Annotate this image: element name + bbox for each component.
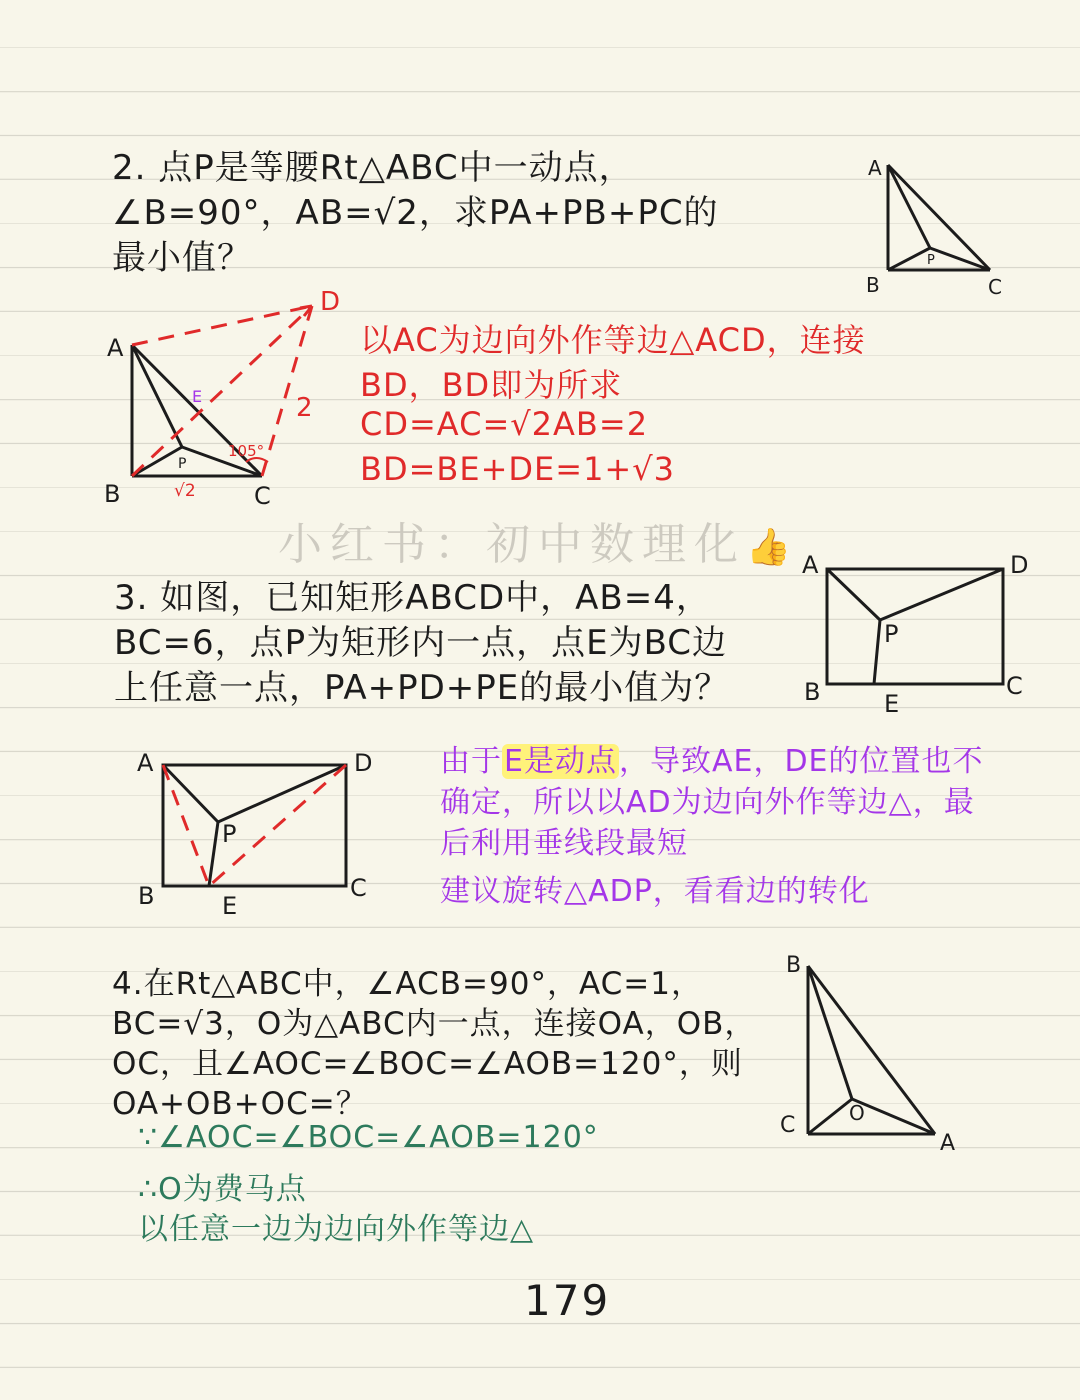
- problem3-note-line2: 确定，所以以AD为边向外作等边△，最: [440, 785, 975, 820]
- p3b-label-a: A: [137, 749, 154, 777]
- p3t-label-p: P: [884, 620, 899, 648]
- page-number: 179: [524, 1276, 611, 1325]
- p3t-label-b: B: [804, 678, 821, 706]
- problem4-figure: [808, 966, 935, 1134]
- problem3-solution-figure: [163, 765, 346, 886]
- p2s-label-b: B: [866, 273, 880, 297]
- problem4-line3: OC，且∠AOC=∠BOC=∠AOB=120°，则: [112, 1046, 743, 1082]
- p3b-label-c: C: [350, 874, 367, 902]
- p3b-label-b: B: [138, 882, 155, 910]
- p4-label-c: C: [780, 1113, 796, 1138]
- problem4-solution-line2: ∴O为费马点: [138, 1172, 307, 1207]
- p2f-angle-label: 105°: [228, 442, 265, 460]
- problem3-note-highlight: E是动点: [504, 744, 617, 779]
- p4-label-o: O: [849, 1101, 865, 1125]
- p3b-label-d: D: [354, 749, 373, 777]
- p3t-label-e: E: [884, 690, 900, 718]
- problem2-solution-line4: BD=BE+DE=1+√3: [360, 450, 675, 488]
- problem3-note-line3: 后利用垂线段最短: [440, 826, 688, 861]
- p3b-label-e: E: [222, 892, 238, 920]
- p2f-label-d: D: [320, 287, 341, 317]
- problem4-solution-line1: ∵∠AOC=∠BOC=∠AOB=120°: [138, 1120, 599, 1155]
- problem4-line4: OA+OB+OC=？: [112, 1086, 368, 1122]
- p4-label-a: A: [940, 1131, 956, 1156]
- problem3-note-line4: 建议旋转△ADP，看看边的转化: [440, 874, 870, 909]
- watermark-text: 小红书：初中数理化: [278, 519, 746, 570]
- p2f-label-b: B: [104, 480, 121, 508]
- p2f-label-e: E: [192, 387, 203, 406]
- problem3-line1: 3. 如图，已知矩形ABCD中，AB=4，: [114, 578, 711, 618]
- p2f-label-c: C: [254, 482, 271, 510]
- p3t-label-c: C: [1006, 672, 1023, 700]
- problem2-line2: ∠B=90°，AB=√2，求PA+PB+PC的: [112, 193, 719, 233]
- p2f-cd-length: 2: [296, 393, 313, 423]
- p2f-label-a: A: [107, 334, 124, 362]
- p2s-label-a: A: [868, 156, 882, 180]
- problem2-solution-line3: CD=AC=√2AB=2: [360, 405, 649, 443]
- p4-label-b: B: [786, 953, 802, 978]
- p3b-label-p: P: [222, 820, 237, 848]
- problem3-note-line1-rest: ，导致AE，DE的位置也不: [618, 744, 984, 779]
- problem3-line3: 上任意一点，PA+PD+PE的最小值为？: [114, 668, 730, 708]
- p2s-label-p: P: [927, 253, 935, 268]
- problem2-solution-line2: BD，BD即为所求: [360, 366, 623, 404]
- problem2-solution-line1: 以AC为边向外作等边△ACD，连接: [360, 321, 866, 359]
- problem4-line1: 4.在Rt△ABC中，∠ACB=90°，AC=1，: [112, 966, 703, 1002]
- problem2-line3: 最小值？: [112, 238, 252, 278]
- problem3-line2: BC=6，点P为矩形内一点，点E为BC边: [114, 623, 728, 663]
- watermark: [278, 508, 791, 572]
- problem3-note-prefix: 由于: [440, 744, 502, 779]
- problem3-note-line1: [440, 736, 984, 780]
- problem2-small-figure: [888, 165, 990, 270]
- problem4-solution-line3: 以任意一边为边向外作等边△: [138, 1212, 535, 1247]
- thumbs-up-emoji-icon: 👍: [746, 527, 791, 568]
- p2f-label-p: P: [178, 456, 187, 472]
- p2s-label-c: C: [988, 275, 1002, 299]
- p3t-label-d: D: [1010, 551, 1029, 579]
- problem2-line1: 2. 点P是等腰Rt△ABC中一动点，: [112, 148, 634, 188]
- problem4-line2: BC=√3，O为△ABC内一点，连接OA，OB，: [112, 1006, 757, 1042]
- p3t-label-a: A: [802, 551, 819, 579]
- p2f-bc-length: √2: [174, 481, 196, 501]
- problem3-top-figure: [827, 569, 1003, 684]
- problem2-solution-figure: [132, 306, 312, 476]
